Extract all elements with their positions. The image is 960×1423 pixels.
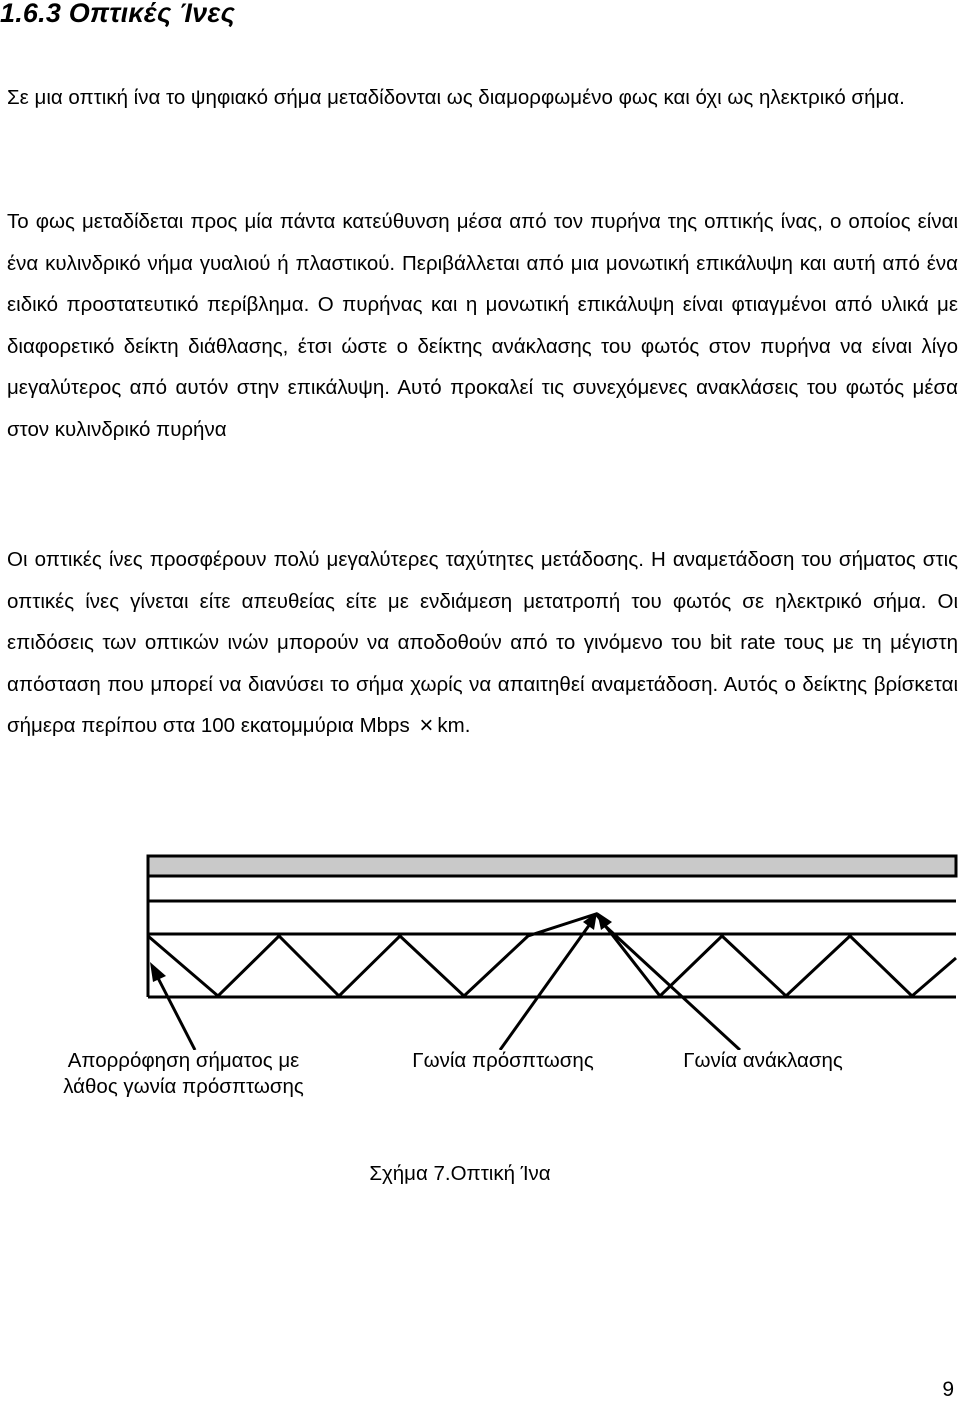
reflection-arrow-head — [597, 912, 612, 930]
label-incidence-angle: Γωνία πρόσπτωσης — [412, 1049, 594, 1072]
label-absorption: Απορρόφηση σήματος με λάθος γωνία πρόσπτωσης — [63, 1049, 304, 1098]
absorption-arrow-head — [150, 962, 166, 982]
light-ray-path — [148, 914, 956, 996]
paragraph-performance-text: Οι οπτικές ίνες προσφέρουν πολύ μεγαλύτερες ταχύτητες μετάδοσης. Η αναμετάδοση του σήματος στις οπτικές ίνες γίνεται είτε απευθείας είτε με ενδιάμεση μετατροπή του φωτός σε ηλεκτρικό σήμα. Οι επιδόσεις των οπτικών ινών μπορούν να αποδοθούν από το γινόμενο του bit rate τους με τη μέγιστη απόσταση που μπορεί να διανύσει το σήμα χωρίς να απαιτηθεί αναμετάδοση. Αυτός ο δείκτης βρίσκεται σήμερα περίπου στα 100 εκατομμύρια Mbps — [7, 548, 958, 738]
paragraph-light-propagation: Το φως μεταδίδεται προς μία πάντα κατεύθυνση μέσα από τον πυρήνα της οπτικής ίνας, ο οποίος είναι ένα κυλινδρικό νήμα γυαλιού ή πλαστικού. Περιβάλλεται από μια μονωτική επικάλυψη και αυτή από ένα ειδικό προστατευτικό περίβλημα. Ο πυρήνας και η μονωτική επικάλυψη είναι φτιαγμένοι από υλικά με διαφορετικό δείκτη διάθλασης, έτσι ώστε ο δείκτης ανάκλασης του φωτός στον πυρήνα να είναι λίγο μεγαλύτερος από αυτόν στην επικάλυψη. Αυτό προκαλεί τις συνεχόμενες ανακλάσεις του φωτός μέσα στον κυλινδρικό πυρήνα — [7, 210, 958, 441]
page-number: 9 — [942, 1378, 954, 1401]
times-symbol: × — [419, 712, 434, 740]
paragraph-intro: Σε μια οπτική ίνα το ψηφιακό σήμα μεταδίδονται ως διαμορφωμένο φως και όχι ως ηλεκτρικό σήμα. — [7, 86, 905, 109]
reflection-arrow-line — [603, 924, 740, 1050]
incidence-arrow-line — [500, 924, 590, 1050]
section-heading: 1.6.3 Οπτικές Ίνες — [0, 0, 236, 28]
fiber-sheath — [148, 856, 956, 876]
paragraph-performance-unit: km. — [437, 714, 471, 738]
figure-caption: Σχήμα 7.Οπτική Ίνα — [369, 1162, 551, 1185]
absorption-arrow-line — [158, 978, 195, 1050]
label-reflection-angle: Γωνία ανάκλασης — [683, 1049, 843, 1072]
optical-fiber-diagram — [0, 850, 960, 1050]
paragraph-performance — [7, 539, 958, 747]
